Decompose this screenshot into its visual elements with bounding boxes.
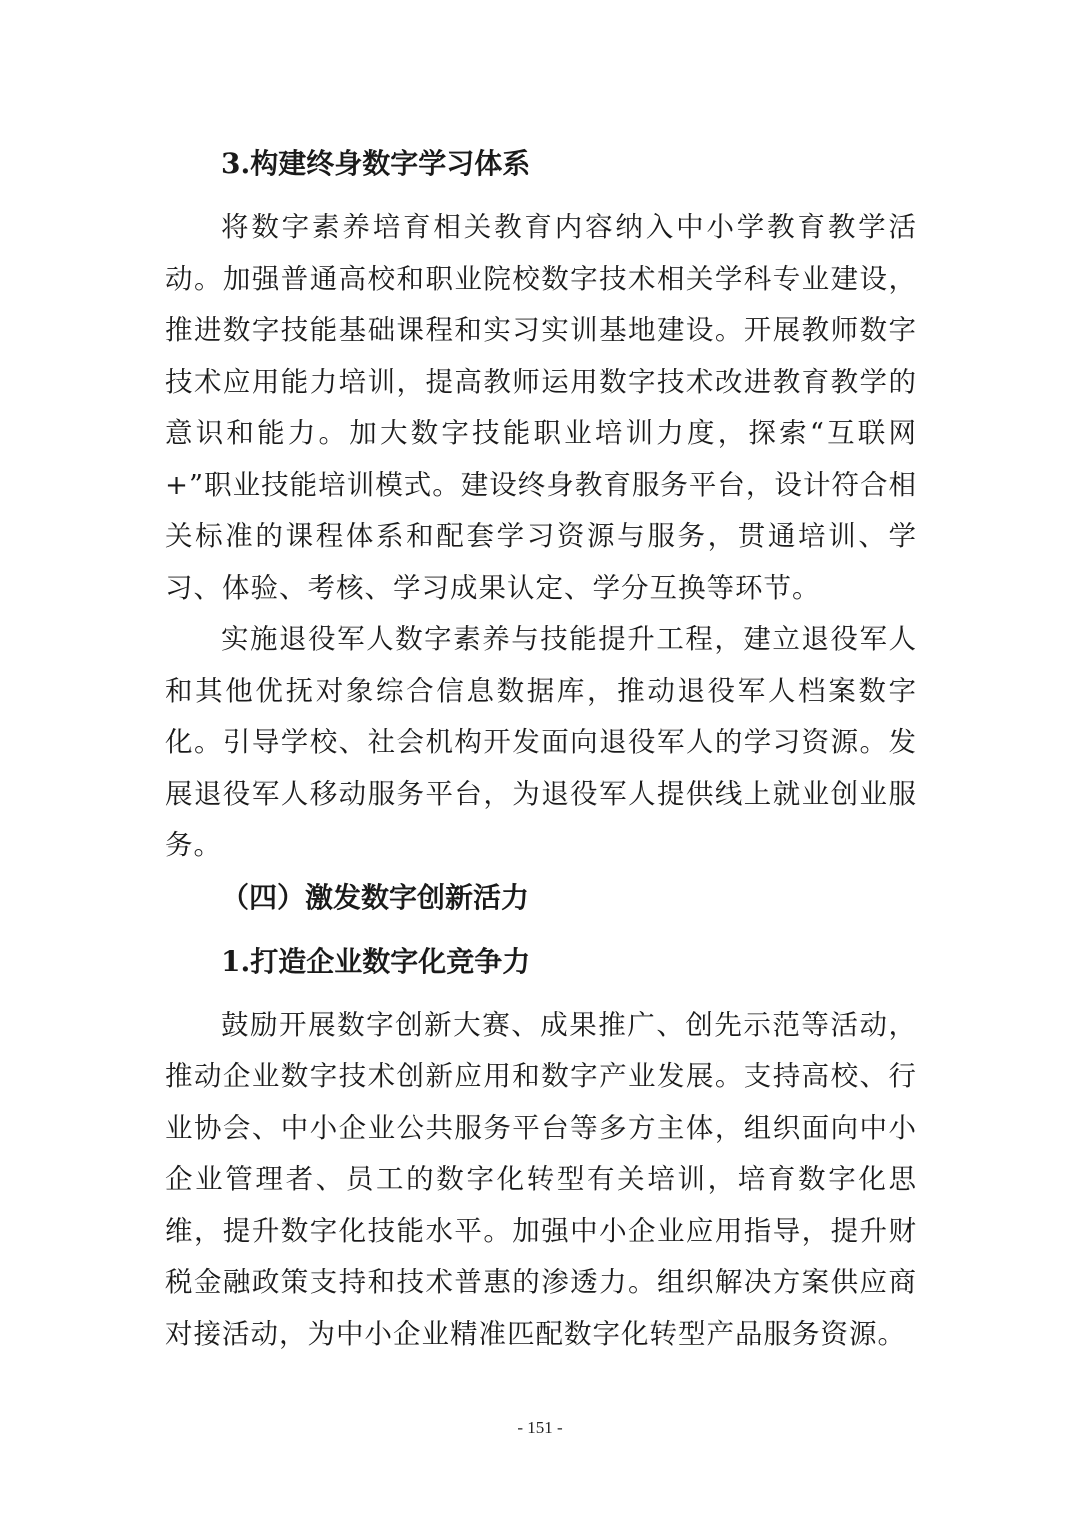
part-4-heading: （四）激发数字创新活力 (221, 880, 530, 914)
paragraph-veterans: 实施退役军人数字素养与技能提升工程，建立退役军人和其他优抚对象综合信息数据库，推动退役军人档案数字化。引导学校、社会机构开发面向退役军人的学习资源。发展退役军人移动服务平台，为退役军人提供线上就业创业服务。 (165, 623, 917, 861)
page-number: - 151 - (517, 1418, 563, 1437)
paragraph-enterprise-competitiveness: 鼓励开展数字创新大赛、成果推广、创先示范等活动，推动企业数字技术创新应用和数字产业发展。支持高校、行业协会、中小企业公共服务平台等多方主体，组织面向中小企业管理者、员工的数字化转型有关培训，培育数字化思维，提升数字化技能水平。加强中小企业应用指导，提升财税金融政策支持和技术普惠的渗透力。组织解决方案供应商对接活动，为中小企业精准匹配数字化转型产品服务资源。 (165, 1008, 917, 1350)
section-3-heading: 3.构建终身数字学习体系 (221, 147, 531, 180)
page-content (165, 138, 917, 1360)
section-1-heading: 1.打造企业数字化竞争力 (221, 944, 531, 978)
paragraph-digital-education: 将数字素养培育相关教育内容纳入中小学教育教学活动。加强普通高校和职业院校数字技术相关学科专业建设，推进数字技能基础课程和实习实训基地建设。开展教师数字技术应用能力培训，提高教师运用数字技术改进教育教学的意识和能力。加大数字技能职业培训力度，探索“互联网+”职业技能培训模式。建设终身教育服务平台，设计符合相关标准的课程体系和配套学习资源与服务，贯通培训、学习、体验、考核、学习成果认定、学分互换等环节。 (165, 211, 917, 604)
